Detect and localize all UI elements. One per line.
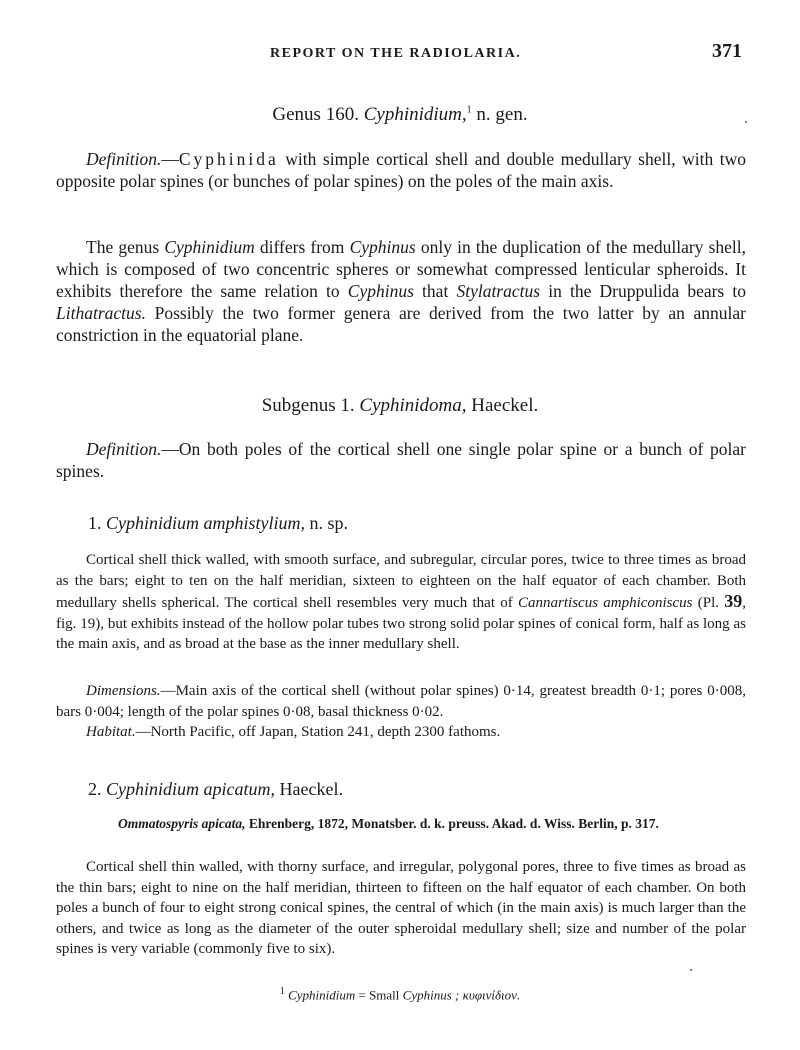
genus-prefix: Genus 160. bbox=[272, 104, 359, 125]
speck-mark bbox=[690, 969, 692, 971]
discussion-text: that bbox=[413, 281, 457, 301]
discussion-text: Possibly the two former genera are derived from the two latter by an annular constriction in the equatorial plane. bbox=[56, 303, 746, 345]
speck-mark bbox=[745, 121, 747, 123]
discussion-text: in the Druppulida bears to bbox=[540, 281, 746, 301]
definition-text: with simple cortical shell and double medullary shell, with two opposite polar spines (or bunches of polar spines) on the poles of the main axis. bbox=[56, 149, 746, 191]
synonym-citation: Ehrenberg, 1872, Monatsber. d. k. preuss. Akad. d. Wiss. Berlin, p. 317. bbox=[245, 816, 659, 831]
subgenus-heading bbox=[0, 395, 800, 417]
species-1-habitat bbox=[56, 722, 746, 743]
genus-name: Cyphinidium, bbox=[363, 104, 467, 125]
footnote-greek: ; κυφινίδιον. bbox=[451, 987, 521, 1003]
family-term: Cyphinida bbox=[178, 149, 279, 169]
habitat-label: Habitat. bbox=[86, 724, 136, 740]
taxon-name: Cyphinus bbox=[347, 281, 414, 301]
taxon-name: Cyphinidium bbox=[164, 237, 255, 257]
taxon-name: Cannartiscus amphiconiscus bbox=[518, 595, 693, 611]
species-name: Cyphinidium apicatum, bbox=[106, 779, 275, 799]
definition-text: —On both poles of the cortical shell one single polar spine or a bunch of polar spines. bbox=[56, 439, 746, 481]
taxon-name: Lithatractus. bbox=[56, 303, 146, 323]
page-number: 371 bbox=[712, 40, 742, 62]
species-1-dimensions bbox=[56, 681, 746, 722]
species-name: Cyphinidium amphistylium, bbox=[106, 513, 305, 533]
footnote-text: = Small bbox=[355, 987, 403, 1003]
genus-definition bbox=[56, 148, 746, 192]
dimensions-label: Dimensions. bbox=[86, 683, 161, 699]
habitat-text: —North Pacific, off Japan, Station 241, depth 2300 fathoms. bbox=[135, 724, 501, 740]
synonym-name: Ommatospyris apicata, bbox=[118, 816, 246, 831]
subgenus-author: Haeckel. bbox=[466, 395, 539, 416]
dimensions-text: —Main axis of the cortical shell (without polar spines) 0·14, greatest breadth 0·1; pores 0·008, bars 0·004; length of the polar spines 0·08, basal thickness 0·02. bbox=[56, 683, 746, 720]
species-1-heading bbox=[88, 513, 348, 534]
subgenus-definition bbox=[56, 438, 746, 482]
discussion-text: The genus bbox=[86, 237, 165, 257]
species-2-heading bbox=[88, 779, 343, 800]
footnote-term: Cyphinidium bbox=[288, 987, 356, 1003]
species-number: 1. bbox=[88, 513, 102, 533]
genus-suffix: n. gen. bbox=[471, 104, 528, 125]
description-text: Cortical shell thick walled, with smooth surface, and subregular, circular pores, twice to three times as broad as the bars; eight to ten on the half meridian, sixteen to eighteen on the half equator of each chamber. Both medullary shells spherical. The cortical shell resembles very much that of bbox=[56, 552, 746, 611]
description-text: (Pl. bbox=[692, 595, 725, 611]
discussion-text: only in the duplication of the medullary shell, which is composed of two concentric spheres or somewhat compressed lenticular spheroids. It exhibits therefore the same relation to bbox=[56, 237, 747, 301]
species-number: 2. bbox=[88, 779, 102, 799]
discussion-text: differs from bbox=[254, 237, 350, 257]
footnote-mark: 1 bbox=[279, 986, 285, 997]
subgenus-name: Cyphinidoma, bbox=[359, 395, 467, 416]
species-2-synonymy bbox=[88, 814, 746, 833]
genus-heading bbox=[0, 104, 800, 126]
footnote bbox=[0, 986, 800, 1003]
description-text: Cortical shell thin walled, with thorny surface, and irregular, polygonal pores, three to five times as broad as the thin bars; eight to nine on the half meridian, thirteen to fifteen on the half equator of each chamber. On both poles a bunch of four to eight strong conical spines, the central of which (in the main axis) is much larger than the others, and twice as long as the diameter of the outer spheroidal medullary shell; size and number of the polar spines is very variable (commonly five to six). bbox=[56, 859, 746, 957]
footnote-term: Cyphinus bbox=[402, 987, 452, 1003]
species-author: Haeckel. bbox=[275, 779, 343, 799]
species-2-description bbox=[56, 857, 746, 960]
running-title: REPORT ON THE RADIOLARIA. bbox=[270, 46, 522, 61]
genus-discussion bbox=[56, 236, 746, 346]
species-1-description bbox=[56, 550, 746, 655]
taxon-name: Cyphinus bbox=[349, 237, 416, 257]
plate-number: 39 bbox=[724, 591, 743, 611]
definition-label: Definition. bbox=[86, 439, 162, 459]
definition-label: Definition. bbox=[86, 149, 162, 169]
taxon-name: Stylatractus bbox=[456, 281, 541, 301]
footnote-reference: 1 bbox=[466, 104, 472, 116]
definition-dash: — bbox=[161, 149, 179, 169]
subgenus-prefix: Subgenus 1. bbox=[261, 395, 355, 416]
species-author: n. sp. bbox=[305, 513, 349, 533]
description-text: , fig. 19), but exhibits instead of the hollow polar tubes two strong solid polar spines of conical form, half as long as the main axis, and as broad at the base as the inner medullary shell. bbox=[56, 595, 746, 652]
